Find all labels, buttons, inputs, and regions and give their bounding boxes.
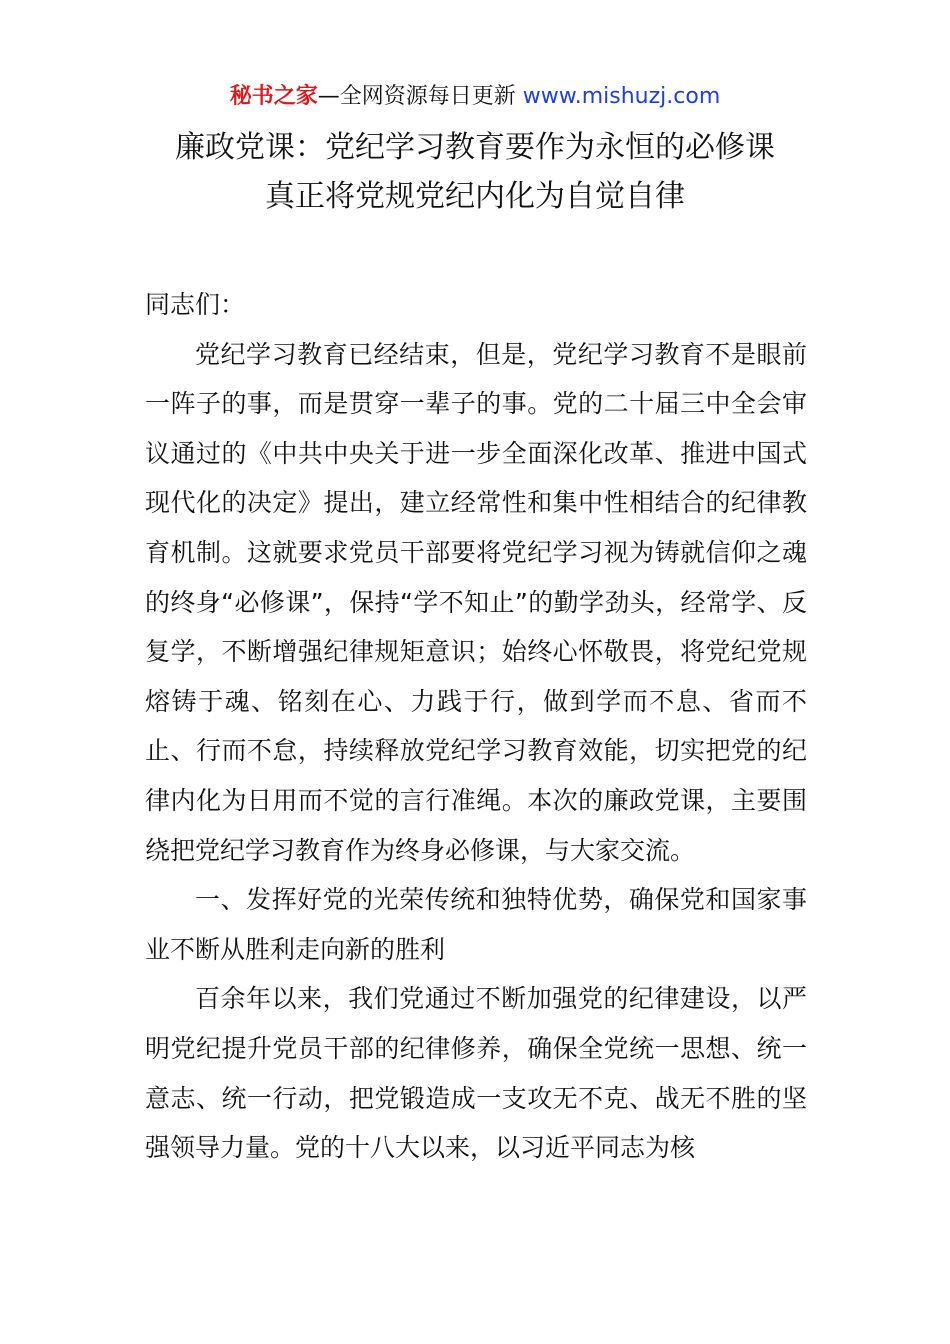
paragraph-section-1: 百余年以来，我们党通过不断加强党的纪律建设，以严明党纪提升党员干部的纪律修养，确保全党统一思想、统一意志、统一行动，把党锻造成一支攻无不克、战无不胜的坚强领导力量。党的十八大以来，以习近平同志为核 [145,984,807,1163]
site-header [0,82,950,112]
site-url[interactable]: www.mishuzj.com [522,84,721,109]
salutation: 同志们： [145,290,246,319]
section-heading-1: 一、发挥好党的光荣传统和独特优势，确保党和国家事业不断从胜利走向新的胜利 [145,885,807,964]
document-title-line-2: 真正将党规党纪内化为自觉自律 [265,179,685,214]
document-body [145,280,807,1173]
document-title-line-1: 廉政党课：党纪学习教育要作为永恒的必修课 [175,130,775,165]
paragraph-intro: 党纪学习教育已经结束，但是，党纪学习教育不是眼前一阵子的事，而是贯穿一辈子的事。党的二十届三中全会审议通过的《中共中央关于进一步全面深化改革、推进中国式现代化的决定》提出，建立经常性和集中性相结合的纪律教育机制。这就要求党员干部要将党纪学习视为铸就信仰之魂的终身“必修课”，保持“学不知止”的勤学劲头，经常学、反复学，不断增强纪律规矩意识；始终心怀敬畏，将党纪党规熔铸于魂、铭刻在心、力践于行，做到学而不息、省而不止、行而不怠，持续释放党纪学习教育效能，切实把党的纪律内化为日用而不觉的言行准绳。本次的廉政党课，主要围绕把党纪学习教育作为终身必修课，与大家交流。 [145,339,807,865]
header-tagline: —全网资源每日更新 [317,84,523,109]
brand-name: 秘书之家 [229,84,318,109]
